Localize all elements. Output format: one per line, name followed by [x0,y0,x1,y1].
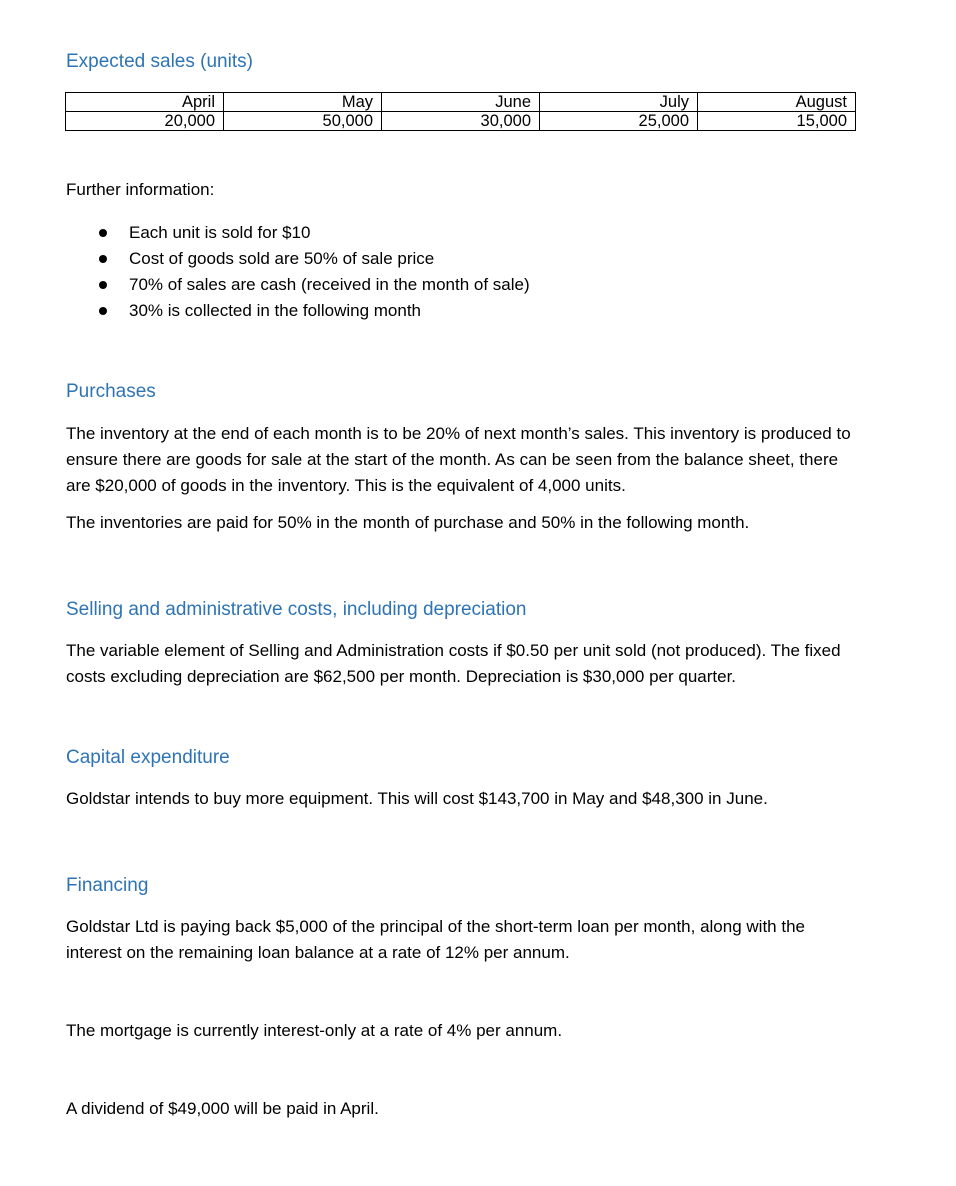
mortgage-paragraph: The mortgage is currently interest-only at a rate of 4% per annum. [66,1021,563,1040]
further-information-list [96,220,530,324]
purchases-heading: Purchases [66,381,156,402]
list-item: Cost of goods sold are 50% of sale price [96,246,530,272]
units-cell: 30,000 [382,112,540,131]
further-information-label: Further information: [66,180,215,199]
bullet-icon [99,307,107,315]
list-item: 30% is collected in the following month [96,298,530,324]
month-cell: August [698,93,856,112]
units-cell: 25,000 [540,112,698,131]
selling-admin-paragraph: The variable element of Selling and Administration costs if $0.50 per unit sold (not produced). The fixed costs excluding depreciation are $62,500 per month. Depreciation is $30,000 per quarter. [66,641,841,686]
financing-heading: Financing [66,875,149,896]
table-row [66,112,856,131]
purchases-paragraph: The inventory at the end of each month is to be 20% of next month’s sales. This inventory is produced to ensure there are goods for sale at the start of the month. As can be seen from the balance sheet, there are $20,000 of goods in the inventory. This is the equivalent of 4,000 units. [66,424,851,495]
month-cell: June [382,93,540,112]
list-item: 70% of sales are cash (received in the month of sale) [96,272,530,298]
month-cell: April [66,93,224,112]
expected-sales-heading: Expected sales (units) [66,51,253,72]
bullet-icon [99,255,107,263]
loan-paragraph: Goldstar Ltd is paying back $5,000 of the principal of the short-term loan per month, along with the interest on the remaining loan balance at a rate of 12% per annum. [66,917,805,962]
list-item: Each unit is sold for $10 [96,220,530,246]
month-cell: May [224,93,382,112]
capital-expenditure-heading: Capital expenditure [66,747,230,768]
table-header-row [66,93,856,112]
bullet-icon [99,229,107,237]
units-cell: 50,000 [224,112,382,131]
purchases-payment-paragraph: The inventories are paid for 50% in the month of purchase and 50% in the following month. [66,513,750,532]
selling-admin-heading: Selling and administrative costs, including depreciation [66,599,527,620]
units-cell: 20,000 [66,112,224,131]
expected-sales-table [65,92,856,131]
units-cell: 15,000 [698,112,856,131]
dividend-paragraph: A dividend of $49,000 will be paid in April. [66,1099,379,1118]
bullet-icon [99,281,107,289]
month-cell: July [540,93,698,112]
capital-expenditure-paragraph: Goldstar intends to buy more equipment. This will cost $143,700 in May and $48,300 in June. [66,789,768,808]
